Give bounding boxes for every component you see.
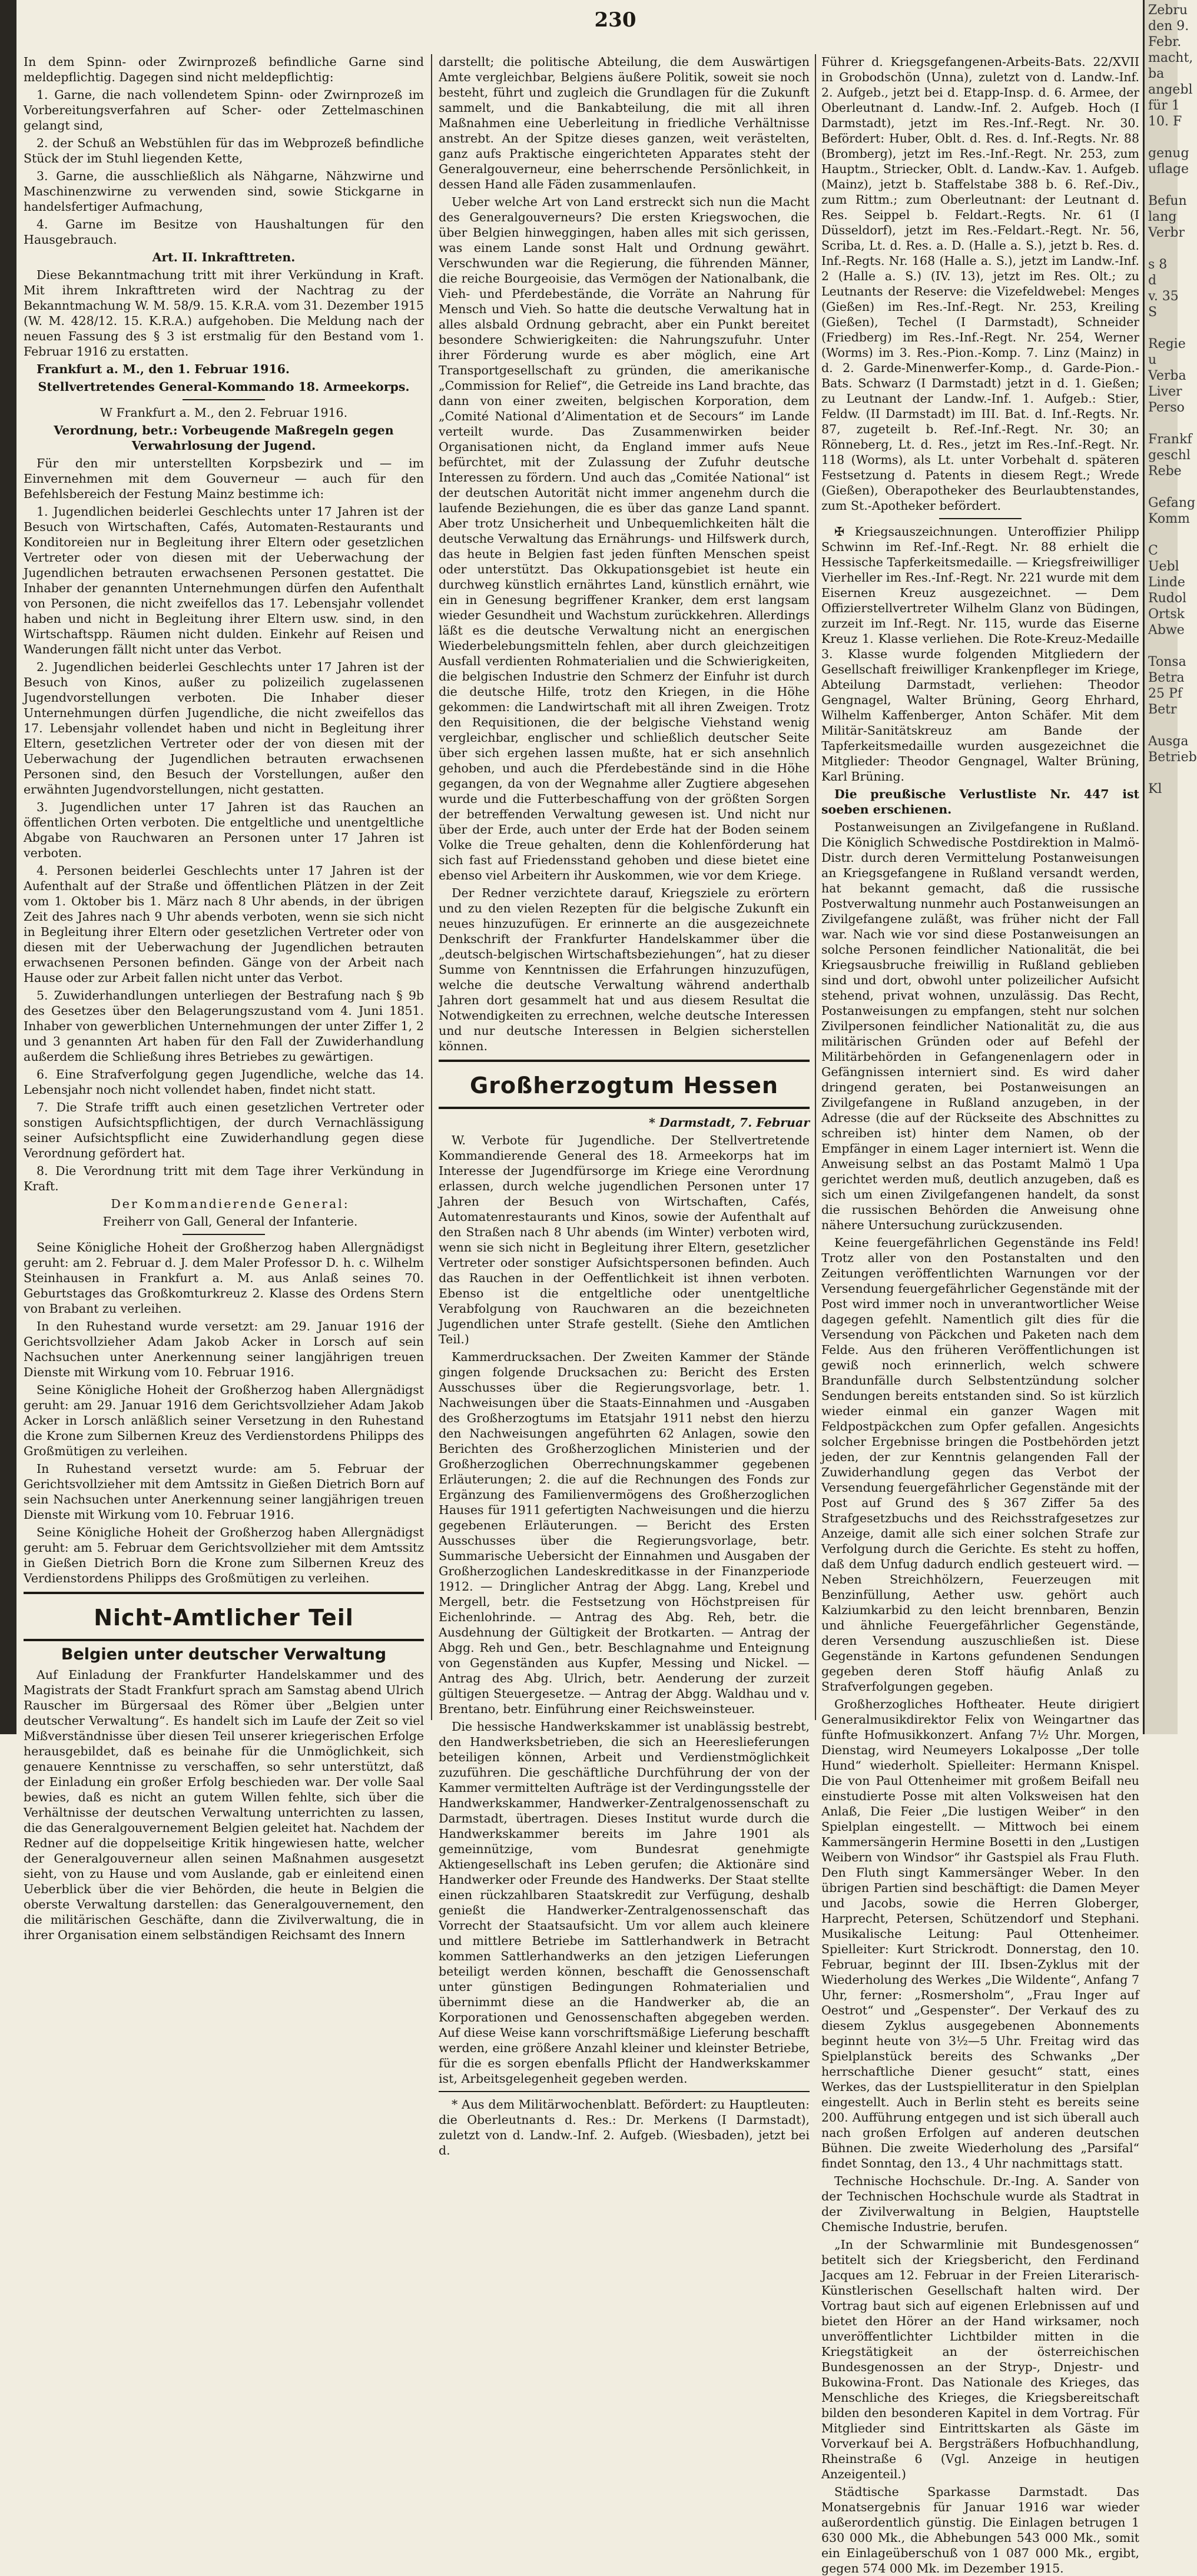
paragraph: darstellt; die politische Abteilung, die dem Auswärtigen Amte vergleichbar, Belgiens äußere Politik, soweit sie noch besteht, führt und zugleich die Grundlagen für die Zukunft sammelt, und die Bankabteilung, die mit all ihren Maßnahmen eine Ueberleitung in friedliche Verhältnisse anstrebt. An der Spitze dieses ganzen, weit verästelten, ganz aufs Praktische eingerichteten Apparates steht der Generalgouverneur, eine beherrschende Persönlichkeit, in dessen Hand alle Fäden zusammenlaufen.: [439, 55, 810, 191]
section-banner: [439, 1060, 810, 1109]
paragraph: 4. Personen beiderlei Geschlechts unter 17 Jahren ist der Aufenthalt auf der Straße und öffentlichen Plätzen in der Zeit vom 1. Oktober bis 1. März nach 8 Uhr abends, in der übrigen Zeit des Jahres nach 9 Uhr abends verboten, wenn sie sich nicht in Begleitung ihrer Eltern oder gesetzlichen Vertreter oder von diesen mit der Ueberwachung der Jugendlichen betrauten erwachsenen Personen befinden. Gänge von der Arbeit nach Hause oder zur Arbeit fallen nicht unter das Verbot.: [24, 864, 424, 985]
adjacent-page-text: Zebru den 9. Febr. macht, ba angebl für 1 10. F genug uflage Befun lang Verbr s 8 d v. 35 S Regie u Verba Liver Perso Frankf geschl Rebe Gefang Komm C Uebl Linde Rudol Ortsk Abwe Tonsa Betra 25 Pf Betr Ausga Betrieb Kl: [1148, 3, 1197, 796]
list-item: 4. Garne im Besitze von Haushaltungen für den Hausgebrauch.: [24, 217, 424, 247]
paragraph: 1. Jugendlichen beiderlei Geschlechts unter 17 Jahren ist der Besuch von Wirtschaften, Cafés, Automaten-Restaurants und Konditoreien nur in Begleitung ihrer Eltern oder gesetzlichen Vertreter oder von diesen mit der Ueberwachung der Jugendlichen betrauten erwachsenen Personen gestattet. Die Inhaber der genannten Unternehmungen dürfen den Aufenthalt von Personen, die nicht zweifellos das 17. Lebensjahr vollendet haben und nicht in Begleitung ihrer Eltern usw. sind, in den Wirtschaftspp. Räumen nicht dulden. Einkehr auf Reisen und Wanderungen fällt nicht unter das Verbot.: [24, 504, 424, 656]
section-title: Großherzogtum Hessen: [469, 1073, 779, 1098]
column-1: [24, 54, 424, 1942]
paragraph: Großherzogliches Hoftheater. Heute dirigiert Generalmusikdirektor Felix von Weingartner das fünfte Hofmusikkonzert. Anfang 7½ Uhr. Morgen, Dienstag, wird Neumeyers Lokalposse „Der tolle Hund“ wiederholt. Spielleiter: Hermann Knispel. Die von Paul Ottenheimer mit großem Beifall neu einstudierte Posse mit alten Volksweisen hat den Anlaß, Die Feier „Die lustigen Weiber“ in den Spielplan eingestellt. — Mittwoch bei einem Kammersängerin Hermine Bosetti in den „Lustigen Weibern von Windsor“ ihr Gastspiel als Frau Fluth. Den Fluth singt Kammersänger Weber. In den übrigen Partien sind beschäftigt: die Damen Meyer und Jacobs, sowie die Herren Globerger, Harprecht, Petersen, Schützendorf und Stephani. Musikalische Leitung: Paul Ottenheimer. Spielleiter: Kurt Strickrodt. Donnerstag, den 10. Februar, beginnt der III. Ibsen-Zyklus mit der Wiederholung des Werkes „Die Wildente“, Anfang 7 Uhr, ferner: „Rosmersholm“, „Frau Inger auf Oestrot“ und „Gespenster“. Der Verkauf des zu diesem Zyklus ausgegebenen Abonnements beginnt heute von 3½—5 Uhr. Freitag wird das Spielplanstück bereits des Schwanks „Der herrschaftliche Diener gesucht“ statt, eines Werkes, das der Lustspielliteratur in den Spielplan eingestellt. Auch in Berlin steht es bereits seine 200. Aufführung entgegen und ist sich überall auch nach großen Erfolgen auf anderen deutschen Bühnen. Die zweite Wiederholung des „Parsifal“ findet Sonntag, den 13., 4 Uhr nachmittags statt.: [821, 1697, 1139, 2170]
paragraph: Ueber welche Art von Land erstreckt sich nun die Macht des Generalgouverneurs? Die ersten Kriegswochen, die über Belgien hinweggingen, haben alles mit sich gerissen, was einem Lande sonst Halt und Ordnung gewährt. Verschwunden war die Regierung, die führenden Männer, die reiche Bourgeoisie, das Vermögen der Nationalbank, die Vieh- und Pferdebestände, die Vorräte an Nahrung für Mensch und Vieh. So hatte die deutsche Verwaltung hat in alles alsbald Ordnung gebracht, aber ein Punkt bereitet besondere Schwierigkeiten: die Nahrungszufuhr. Unter ihrer Förderung wurde es aber möglich, eine Art Transportgesellschaft zu gründen, die amerikanische „Commission for Relief“, die Getreide ins Land brachte, das dann von einer zweiten, belgischen Korporation, dem „Comité National d’Alimentation et de Secours“ im Lande verteilt wurde. Das Zusammenwirken beider Organisationen nicht, da England immer aufs Neue befürchtet, mit der Zulassung der Zufuhr deutsche Interessen zu fördern. Und auch das „Comitée National“ ist der deutschen Autorität nicht immer angenehm durch die laufende Beziehungen, die es über das ganze Land spannt. Aber trotz Unsicherheit und Unbequemlichkeiten hält die deutsche Verwaltung das Ernährungs- und Hilfswerk durch, das heute in Belgien fast jeden fünften Menschen speist oder unterstützt. Das Okkupationsgebiet ist heute ein durchweg künstlich ernährtes Land, künstlich ernährt, wie ein in Genesung begriffener Kranker, dem erst langsam wieder Gesundheit und Wachstum zurückkehren. Allerdings läßt es die deutsche Verwaltung nicht an energischen Wiederbelebungsmitteln fehlen, aber durch gleichzeitigen Ausfall verdienten Rohmaterialien und die Schwierigkeiten, die belgischen Industrie den Schmerz der Einfuhr ist durch die deutsche Hilfe, trotz den Kriegen, in die Höhe gekommen: die Landwirtschaft mit all ihren Zweigen. Trotz den Requisitionen, die der belgische Viehstand wenig vergleichbar, englischer und schließlich deutscher Seite über sich ergehen lassen mußte, hat er sich ansehnlich gehoben, und auch die Pferdebestände sind in die Höhe gegangen, da von der Wegnahme aller Zugtiere abgesehen wurde und die Futterbeschaffung von der größten Sorgen der betreffenden Verwaltung gewesen ist. Und nicht nur über der Erde, auch unter der Erde hat der Boden seinem Volke die Treue gehalten, denn die Kohlenförderung hat sich fast auf Friedensstand gehoben und diese bietet eine ebenso viel Arbeitern ihr Auskommen, wie vor dem Kriege.: [439, 195, 810, 882]
column-rule: [431, 54, 432, 1720]
paragraph: Für den mir unterstellten Korpsbezirk und — im Einvernehmen mit dem Gouverneur — auch für den Befehlsbereich der Festung Mainz bestimme ich:: [24, 456, 424, 501]
ordinance-title: Verordnung, betr.: Vorbeugende Maßregeln gegen Verwahrlosung der Jugend.: [54, 423, 394, 453]
divider: [939, 518, 1022, 519]
paragraph: Seine Königliche Hoheit der Großherzog haben Allergnädigst geruht: am 5. Februar dem Gerichtsvollzieher mit dem Amtssitz in Gießen Dietrich Born die Krone zum Silbernen Kreuz des Verdienstordens Philipps des Großmütigen zu verleihen.: [24, 1525, 424, 1585]
section-banner: [24, 1592, 424, 1641]
article-title: Belgien unter deutscher Verwaltung: [61, 1645, 387, 1664]
column-rule: [815, 54, 816, 1720]
divider: [183, 399, 265, 400]
paragraph: Diese Bekanntmachung tritt mit ihrer Verkündung in Kraft. Mit ihrem Inkrafttreten wird der Nachtrag zu der Bekanntmachung W. M. 58/9. 15. K.R.A. vom 31. Dezember 1915 (W. M. 428/12. 15. K.R.A.) aufgehoben. Die Meldung nach der neuen Fassung des § 3 ist erstmalig für den Bestand vom 1. Februar 1916 zu erstatten.: [24, 268, 424, 358]
signature-title: Der Kommandierende General:: [111, 1197, 350, 1211]
column-3: [821, 54, 1139, 2575]
paragraph: 2. Jugendlichen beiderlei Geschlechts unter 17 Jahren ist der Besuch von Kinos, außer zu polizeilich zugelassenen Jugendvorstellungen verboten. Die Inhaber dieser Unternehmungen dürfen Jugendliche, die nicht zweifellos das 17. Lebensjahr vollendet haben und nicht in Begleitung ihrer Eltern, gesetzlichen Vertreter oder der von diesen mit der Ueberwachung der Jugendlichen betrauten erwachsenen Personen sind, den Besuch der Vorstellungen, außer den erwähnten Jugendvorstellungen, nicht gestatten.: [24, 660, 424, 796]
article-heading: Art. II. Inkrafttreten.: [152, 250, 296, 264]
list-item: 2. der Schuß an Webstühlen für das im Webprozeß befindliche Stück der im Stuhl liegenden Kette,: [24, 136, 424, 165]
paragraph: * Aus dem Militärwochenblatt. Befördert: zu Hauptleuten: die Oberleutnants d. Res.: Dr. Merkens (I Darmstadt), zuletzt von d. Landw.-Inf. 2. Aufgeb. (Wiesbaden), jetzt bei d.: [439, 2097, 810, 2157]
paragraph: 5. Zuwiderhandlungen unterliegen der Bestrafung nach § 9b des Gesetzes über den Belagerungszustand vom 4. Juni 1851. Inhaber von gewerblichen Unternehmungen der unter Ziffer 1, 2 und 3 genannten Art haben für den Fall der Zuwiderhandlung außerdem die Schließung ihres Betriebes zu gewärtigen.: [24, 988, 424, 1064]
paragraph: Führer d. Kriegsgefangenen-Arbeits-Bats. 22/XVII in Grobodschön (Unna), zuletzt von d. Landw.-Inf. 2. Aufgeb., jetzt bei d. Etapp-Insp. d. 6. Armee, der Oberleutnant d. Landw.-Inf. 2. Aufgeb. Hoch (I Darmstadt), jetzt im Res.-Inf.-Regt. Nr. 30. Befördert: Huber, Oblt. d. Res. d. Inf.-Regts. Nr. 88 (Bromberg), jetzt im Res.-Inf.-Regt. Nr. 253, zum Hauptm., Striecker, Oblt. d. Landw.-Kav. 1. Aufgeb. (Mainz), jetzt b. Staffelstabe 388 b. 6. Ref.-Div., zum Rittm.; zum Oberleutnant: der Leutnant d. Res. Seippel b. Feldart.-Regts. Nr. 61 (I Düsseldorf), jetzt im Res.-Feldart.-Regt. Nr. 56, Scriba, Lt. d. Res. a. D. (Halle a. S.), jetzt b. Res. d. Inf.-Regts. Nr. 168 (Halle a. S.), jetzt im Landw.-Inf. 2 (Halle a. S.) (IV. 13), jetzt im Res. Olt.; zu Leutnants der Reserve: die Vizefeldwebel: Menges (Gießen) im Res.-Inf.-Regt. Nr. 253, Kreiling (Gießen), Techel (I Darmstadt), Schneider (Friedberg) im Res.-Inf.-Regt. Nr. 254, Werner (Worms) im 3. Res.-Pion.-Komp. 7. Linz (Mainz) in d. 2. Garde-Minenwerfer-Komp., d. Garde-Pion.-Bats. Schwarz (I Darmstadt) jetzt in d. 1. Gießen; zu Leutnant der Landw.-Inf. 1. Aufgeb.: Stier, Feldw. (II Darmstadt) im III. Bat. d. Inf.-Regts. Nr. 87, zugeteilt b. Ref.-Inf.-Regt. Nr. 30; an Rönneberg, Lt. d. Res., jetzt im Res.-Inf.-Regt. Nr. 118 (Worms), als Lt. unter Vorbehalt d. späteren Festsetzung d. Patents in diesem Regt.; Wrede (Gießen), Oberapotheker des Beurlaubtenstandes, zum St.-Apotheker befördert.: [821, 55, 1139, 513]
notice: Die preußische Verlustliste Nr. 447 ist soeben erschienen.: [821, 787, 1139, 816]
list-item: 1. Garne, die nach vollendetem Spinn- oder Zwirnprozeß im Vorbereitungsverfahren auf Scher- oder Zettelmaschinen gelangt sind,: [24, 88, 424, 132]
scan-edge-left: [0, 0, 16, 1734]
paragraph: 8. Die Verordnung tritt mit dem Tage ihrer Verkündung in Kraft.: [24, 1164, 424, 1193]
paragraph: In den Ruhestand wurde versetzt: am 29. Januar 1916 der Gerichtsvollzieher Adam Jakob Acker in Lorsch auf sein Nachsuchen unter Anerkennung seiner langjährigen treuen Dienste mit Wirkung vom 10. Februar 1916.: [24, 1319, 424, 1379]
paragraph: 7. Die Strafe trifft auch einen gesetzlichen Vertreter oder sonstigen Aufsichtspflichtigen, der durch Vernachlässigung seiner Aufsichtspflicht eine Zuwiderhandlung gegen diese Verordnung gefördert hat.: [24, 1100, 424, 1160]
paragraph: Postanweisungen an Zivilgefangene in Rußland. Die Königlich Schwedische Postdirektion in Malmö-Distr. durch deren Vermittelung Postanweisungen an Kriegsgefangene in Rußland versandt werden, hat bekannt gemacht, daß die russische Postverwaltung nunmehr auch Postanweisungen an Zivilgefangene zuläßt, was früher nicht der Fall war. Nach wie vor sind diese Postanweisungen an solche Personen feindlicher Nationalität, die bei Kriegsausbruche freiwillig in Rußland geblieben sind und dort, obwohl unter polizeilicher Aufsicht stehend, privat wohnen, unzulässig. Das Recht, Postanweisungen zu empfangen, steht nur solchen Zivilpersonen feindlicher Nationalität zu, die aus militärischen Gründen oder auf Befehl der Militärbehörden in Gefangenenlagern oder in Gefängnissen interniert sind. Es wird daher dringend geraten, bei Postanweisungen an Zivilgefangene in Rußland anzugeben, in der Adresse (die auf der Rückseite des Abschnittes zu schreiben ist) hinter dem Namen, ob der Empfänger in einem Lager interniert ist. Wenn die Anweisung selbst an das Postamt Malmö 1 Upa gerichtet werden muß, deutlich anzugeben, daß es sich um einen Zivilgefangenen handelt, da sonst die russischen Behörden die Anweisung ohne nähere Untersuchung zurückzusenden.: [821, 820, 1139, 1232]
paragraph: Auf Einladung der Frankfurter Handelskammer und des Magistrats der Stadt Frankfurt sprach am Samstag abend Ulrich Rauscher im Bürgersaal des Römer über „Belgien unter deutscher Verwaltung“. Es handelt sich im Laufe der Zeit so viel Mißverständnisse über diesen Teil unserer kriegerischen Erfolge herausgebildet, daß es beinahe für die Unmöglichkeit, sich genauere Kenntnisse zu verschaffen, so sehr unterstützt, daß der Einladung ein großer Erfolg beschieden war. Der volle Saal bewies, daß es nicht an gutem Willen fehlte, sich über die Verhältnisse der deutschen Verwaltung unterrichten zu lassen, die das Generalgouvernement Belgien geleitet hat. Nachdem der Redner auf die doppelseitige Kritik hingewiesen hatte, welcher der Generalgouverneur allen seinen Maßnahmen ausgesetzt sieht, von zu Hause und vom Auslande, gab er einleitend einen Ueberblick über die vier Behörden, die heute in Belgien die oberste Verwaltung darstellen: das Generalgouvernement, den die militärischen Geschäfte, dann die Zivilverwaltung, die in ihrer Organisation einem selbständigen Reichsamt des Innern: [24, 1668, 424, 1942]
page-number: 230: [594, 8, 636, 32]
paragraph: W. Verbote für Jugendliche. Der Stellvertretende Kommandierende General des 18. Armeekorps hat im Interesse der Jugendfürsorge im Kriege eine Verordnung erlassen, durch welche jugendlichen Personen unter 17 Jahren der Besuch von Wirtschaften, Cafés, Automatenrestaurants und Kinos, sowie der Aufenthalt auf den Straßen nach 8 Uhr abends (im Winter) verboten wird, wenn sie sich nicht in Begleitung ihrer Eltern, gesetzlicher Vertreter oder sonstiger Aufsichtspersonen befinden. Auch das Rauchen in der Oeffentlichkeit ist ihnen verboten. Ebenso ist die entgeltliche oder unentgeltliche Verabfolgung von Rauchwaren an die bezeichneten Jugendlichen unter Strafe gestellt. (Siehe den Amtlichen Teil.): [439, 1133, 810, 1346]
dateline: W Frankfurt a. M., den 2. Februar 1916.: [100, 406, 348, 420]
divider: [183, 1234, 265, 1235]
dateline: * Darmstadt, 7. Februar: [649, 1116, 810, 1130]
paragraph: Die hessische Handwerkskammer ist unablässig bestrebt, den Handwerksbetrieben, die sich an Heereslieferungen beteiligen können, Arbeit und Verdienstmöglichkeit zuzuführen. Die geschäftliche Durchführung der von der Kammer vermittelten Aufträge ist der Verdingungsstelle der Handwerkskammer, Handwerker-Zentralgenossenschaft zu Darmstadt, übertragen. Dieses Institut wurde durch die Handwerkskammer bereits im Jahre 1901 als gemeinnützige, vom Bundesrat genehmigte Aktiengesellschaft ins Leben gerufen; die Aktionäre sind Handwerker oder Freunde des Handwerks. Der Staat stellte einen rückzahlbaren Staatskredit zur Verfügung, deshalb genießt die Handwerker-Zentralgenossenschaft das Vorrecht der Staatsaufsicht. Um vor allem auch kleinere und mittlere Betriebe im Sattlerhandwerk in Betracht kommen Sattlerhandwerks an den jetzigen Lieferungen beteiligt werden können, beschafft die Genossenschaft unter günstigen Bedingungen Rohmaterialien und übernimmt diese an die Handwerker ab, die an Korporationen und Genossenschaften abgegeben werden. Auf diese Weise kann vorschriftsmäßige Lieferung beschafft werden, eine größere Anzahl kleiner und kleinster Betriebe, für die es sorgen ebenfalls Pflicht der Handwerkskammer ist, Arbeitsgelegenheit gegeben werden.: [439, 1719, 810, 2086]
section-title: Nicht-Amtlicher Teil: [94, 1605, 354, 1631]
paragraph: Technische Hochschule. Dr.-Ing. A. Sander von der Technischen Hochschule wurde als Stadtrat in der Zivilverwaltung in Belgien, Hauptstelle Chemische Industrie, berufen.: [821, 2174, 1139, 2234]
issuer: Stellvertretendes General-Kommando 18. Armeekorps.: [38, 380, 410, 394]
paragraph: Kammerdrucksachen. Der Zweiten Kammer der Stände gingen folgende Drucksachen zu: Bericht des Ersten Ausschusses über die Regierungsvorlage, betr. 1. Nachweisungen über die Staats-Einnahmen und -Ausgaben des Großherzogtums im Etatsjahr 1911 nebst den hierzu den Nachweisungen angeführten 62 Anlagen, sowie den Berichten des Großherzoglichen Ministerien und der Großherzoglichen Oberrechnungskammer gegebenen Erläuterungen; 2. die auf die Rechnungen des Fonds zur Ergänzung des Familienvermögens des Großherzoglichen Hauses für 1911 gefertigten Nachweisungen und die hierzu gegebenen Erläuterungen. — Bericht des Ersten Ausschusses über die Regierungsvorlage, betr. Summarische Uebersicht der Einnahmen und Ausgaben der Großherzoglichen Landeskreditkasse in der Finanzperiode 1912. — Dringlicher Antrag der Abgg. Lang, Krebel und Mergell, betr. die Festsetzung von Höchstpreisen für Eichenlohrinde. — Antrag des Abg. Reh, betr. die Ausdehnung der Gültigkeit der Brotkarten. — Antrag der Abgg. Reh und Gen., betr. Beschlagnahme und Enteignung von Gegenständen aus Kupfer, Messing und Nickel. — Antrag des Abg. Ulrich, betr. Aenderung der zurzeit gültigen Steuergesetze. — Antrag der Abgg. Waldhau und v. Brentano, betr. Einführung einer Reichsweinsteuer.: [439, 1350, 810, 1716]
paragraph: 6. Eine Strafverfolgung gegen Jugendliche, welche das 14. Lebensjahr noch nicht vollendet haben, findet nicht statt.: [24, 1067, 424, 1097]
adjacent-page-strip: [1143, 0, 1197, 1734]
list-item: 3. Garne, die ausschließlich als Nähgarne, Nähzwirne und Maschinenzwirne zu verwenden sind, sowie Stickgarne in handelsfertiger Aufmachung,: [24, 169, 424, 214]
paragraph: „In der Schwarmlinie mit Bundesgenossen“ betitelt sich der Kriegsbericht, den Ferdinand Jacques am 12. Februar in der Freien Literarisch-Künstlerischen Gesellschaft halten wird. Der Vortrag baut sich auf eigenen Erlebnissen auf und bietet den Hörer an der Hand wirksamer, noch unveröffentlichter Lichtbilder mitten in die Kriegstätigkeit an der österreichischen Bundesgenossen an der Stryp-, Dnjestr- und Bukowina-Front. Das Nationale des Krieges, das Menschliche des Krieges, die Kriegsbereitschaft bilden den besonderen Kapitel in dem Vortrag. Für Mitglieder sind Eintrittskarten als Gäste im Vorverkauf bei A. Bergsträßers Hofbuchhandlung, Rheinstraße 6 (Vgl. Anzeige in heutigen Anzeigenteil.): [821, 2238, 1139, 2481]
signature-name: Freiherr von Gall, General der Infanterie.: [102, 1214, 358, 1229]
paragraph: Keine feuergefährlichen Gegenstände ins Feld! Trotz aller von den Postanstalten und den Zeitungen veröffentlichten Warnungen vor der Versendung feuergefährlicher Gegenstände mit der Post wird immer noch in unverantwortlicher Weise dagegen gefehlt. Namentlich gilt dies für die Versendung von Päckchen und Paketen nach dem Felde. Aus den früheren Veröffentlichungen ist gewiß noch erinnerlich, welch schwere Brandunfälle durch Selbstentzündung solcher Sendungen bereits entstanden sind. So ist kürzlich wieder einmal ein ganzer Wagen mit Feldpostpäckchen zum Opfer gefallen. Angesichts solcher Ergebnisse bringen die Postbehörden jetzt jeden, der zur Kenntnis gelangenden Fall der Zuwiderhandlung gegen das Verbot der Versendung feuergefährlicher Gegenstände mit der Post auf Grund des § 367 Ziffer 5a des Strafgesetzbuchs und des Reichsstrafgesetzes zur Anzeige, damit alle sich einer solchen Strafe zur Verfolgung durch die Gerichte. Es steht zu hoffen, daß dem Unfug dadurch endlich gesteuert wird. — Neben Streichhölzern, Feuerzeugen mit Benzinfüllung, Aether usw. gehört auch Kalziumkarbid zu den leicht brennbaren, Benzin und ähnliche Feuergefährlicher Gegenstände, deren Versendung auszuschließen ist. Diese Gegenstände in Kartons gefundenen Sendungen gegeben deren Stoff häufig Anlaß zu Strafverfolgungen gegeben.: [821, 1236, 1139, 1694]
paragraph: ✠ Kriegsauszeichnungen. Unteroffizier Philipp Schwinn im Ref.-Inf.-Regt. Nr. 88 erhielt die Hessische Tapferkeitsmedaille. — Kriegsfreiwilliger Vierheller im Res.-Inf.-Regt. Nr. 221 wurde mit dem Eisernen Kreuz ausgezeichnet. — Dem Offizierstellvertreter Wilhelm Glanz von Büdingen, zurzeit im Inf.-Regt. Nr. 115, wurde das Eiserne Kreuz 1. Klasse verliehen. Die Rote-Kreuz-Medaille 3. Klasse wurde folgenden Mitgliedern der Gesellschaft freiwilliger Krankenpfleger im Kriege, Abteilung Darmstadt, verliehen: Theodor Gengnagel, Walter Brüning, Georg Ehrhard, Wilhelm Kaffenberger, Anton Schäfer. Mit dem Militär-Sanitätskreuz am Bande der Tapferkeitsmedaille wurden ausgezeichnet die Mitglieder: Theodor Gengnagel, Walter Brüning, Karl Brüning.: [821, 525, 1139, 784]
paragraph: Seine Königliche Hoheit der Großherzog haben Allergnädigst geruht: am 29. Januar 1916 dem Gerichtsvollzieher Adam Jakob Acker in Lorsch anläßlich seiner Versetzung in den Ruhestand die Krone zum Silbernen Kreuz des Verdienstordens Philipps des Großmütigen zu verleihen.: [24, 1383, 424, 1458]
paragraph: In Ruhestand versetzt wurde: am 5. Februar der Gerichtsvollzieher mit dem Amtssitz in Gießen Dietrich Born auf sein Nachsuchen unter Anerkennung seiner langjährigen treuen Dienste mit Wirkung vom 10. Februar 1916.: [24, 1462, 424, 1522]
paragraph: In dem Spinn- oder Zwirnprozeß befindliche Garne sind meldepflichtig. Dagegen sind nicht meldepflichtig:: [24, 55, 424, 84]
divider: [439, 2091, 810, 2092]
paragraph: Städtische Sparkasse Darmstadt. Das Monatsergebnis für Januar 1916 war wieder außerordentlich günstig. Die Einlagen betrugen 1 630 000 Mk., die Abhebungen 543 000 Mk., somit ein Einlageüberschuß von 1 087 000 Mk., ergibt, gegen 574 000 Mk. im Dezember 1915.: [821, 2485, 1139, 2575]
paragraph: Der Redner verzichtete darauf, Kriegsziele zu erörtern und zu den vielen Rezepten für die belgische Zukunft ein neues hinzuzufügen. Er erinnerte an die ausgezeichnete Denkschrift der Frankfurter Handelskammer über die „deutsch-belgischen Wirtschaftsbeziehungen“, hat zu dieser Summe von Kenntnissen die Erfahrungen hinzuzufügen, welche die deutsche Verwaltung während anderthalb Jahren dort gesammelt hat und aus diesem Resultat die Notwendigkeiten zu errechnen, welche deutsche Interessen und nur deutsche Interessen in Belgien sicherstellen können.: [439, 886, 810, 1053]
place-date: Frankfurt a. M., den 1. Februar 1916.: [37, 362, 290, 376]
paragraph: Seine Königliche Hoheit der Großherzog haben Allergnädigst geruht: am 2. Februar d. J. dem Maler Professor D. h. c. Wilhelm Steinhausen in Frankfurt a. M. aus Anlaß seines 70. Geburtstages das Großkomturkreuz 2. Klasse des Ordens Stern von Brabant zu verleihen.: [24, 1240, 424, 1316]
paragraph: 3. Jugendlichen unter 17 Jahren ist das Rauchen an öffentlichen Orten verboten. Die entgeltliche und unentgeltliche Abgabe von Rauchwaren an Personen unter 17 Jahren ist verboten.: [24, 800, 424, 860]
column-2: [439, 54, 810, 2157]
